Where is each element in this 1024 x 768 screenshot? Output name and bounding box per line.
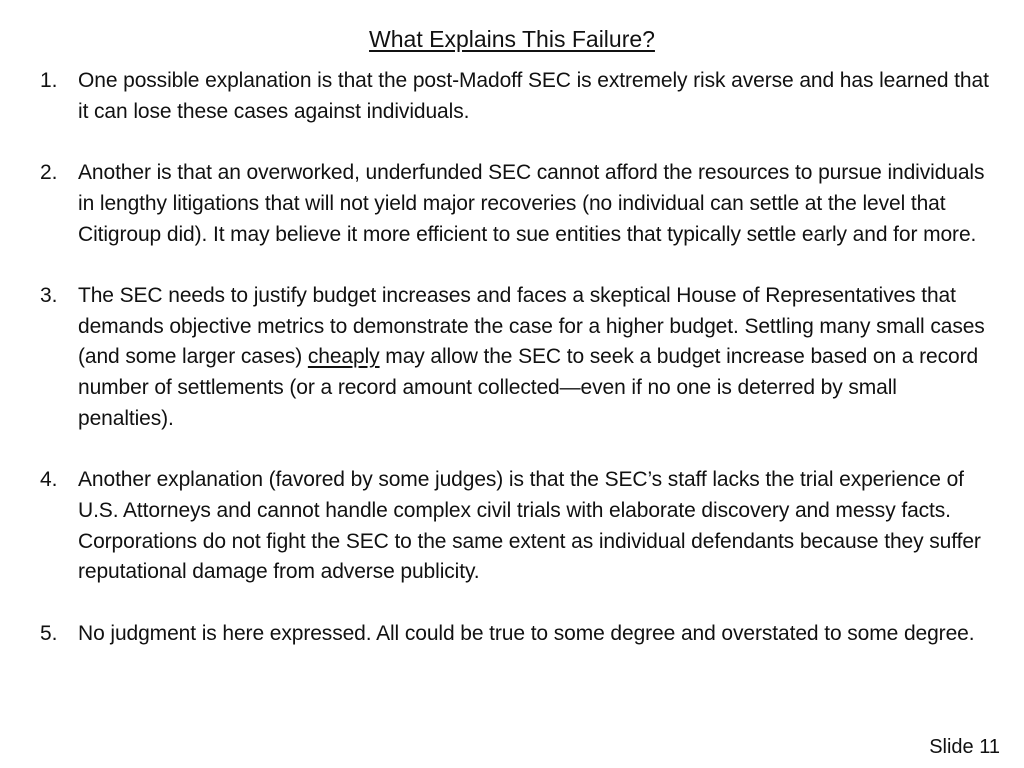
list-item-text: No judgment is here expressed. All could be true to some degree and overstated to some degree. [78,621,975,645]
slide-title: What Explains This Failure? [369,26,655,52]
list-item [40,66,990,127]
emphasized-word: cheaply [307,345,380,369]
explanation-list [40,66,990,649]
slide-number: Slide 11 [929,736,1000,758]
list-item-text: One possible explanation is that the post-Madoff SEC is extremely risk averse and has learned that it can lose these cases against individuals. [78,69,989,123]
list-item-number: 4. [40,468,58,492]
list-item-number: 1. [40,69,58,92]
list-item [40,158,990,250]
list-item-text: Another explanation (favored by some judges) is that the SEC’s staff lacks the trial experience of U.S. Attorneys and cannot handle complex civil trials with elaborate discovery and messy facts. Corporations do not fight the SEC to the same extent as individual defendants because they suffer reputational damage from adverse publicity. [78,468,981,584]
list-item-number: 3. [40,283,58,307]
list-item-number: 2. [40,161,58,185]
list-item-number: 5. [40,621,58,645]
list-item-text: The SEC needs to justify budget increases and faces a skeptical House of Representatives that demands objective metrics to demonstrate the case for a higher budget. Settling many small cases (and some larger cases) [78,283,985,369]
list-item [40,619,990,650]
list-item-text: Another is that an overworked, underfunded SEC cannot afford the resources to pursue individuals in lengthy litigations that will not yield major recoveries (no individual can settle at the level that Citigroup did). It may believe it more efficient to sue entities that typically settle early and for more. [78,161,985,246]
list-item-text: may allow the SEC to seek a budget increase based on a record number of settlements (or a record amount collected—even if no one is deterred by small penalties). [78,345,979,430]
list-item [40,281,990,435]
list-item [40,465,990,588]
